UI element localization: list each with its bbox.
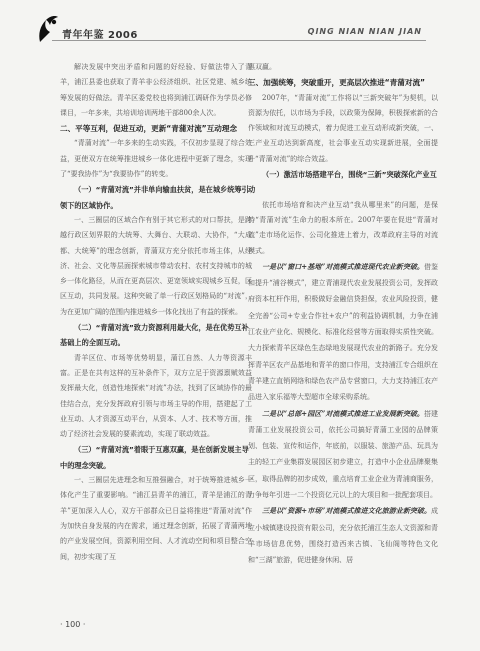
paragraph: 青羊区位、市场等优势明显，蒲江自然、人力等资源丰富。正是在共有这样的互补条件下，双方立足于资源禀赋效益发挥最大化，创造性地探索“对流”办法，找到了区域协作的最佳结合点，充分发挥政府引领与市场主导的作用，搭建起了工业互动、人才资源互动平台，从资本、人才、技术等方面，推动了经济社会发展的要素流动，实现了联动效益。	[60, 353, 252, 439]
list-item-title: 一是以“窗口+基地”对流模式推进现代农业新突破。	[262, 261, 424, 271]
list-item-text: 借鉴和提升“浦谷模式”，建立青浦现代农业发展投资公司，发挥政府资本杠杆作用，积极做好金融信贷担保，农业风险投资，健全完善“公司+专业合作社+农户”的利益协调机制，力争在浦江农业产业化、规模化、标准化经营等方面取得实质性突破。大力探索青羊区绿色生态绿地发展现代农业的新路子。充分发挥青羊区农产品基地和青羊的窗口作用，支持浦江专合组织在青羊建立直销网络和绿色农产品专营窗口，大力支持浦江农产品进入家乐福等大型超市全球采购系统。	[248, 262, 438, 402]
right-column	[248, 60, 438, 569]
page-header	[0, 0, 480, 52]
subsection-heading: （一）“青蒲对流”并非单向输血扶贫，是在城乡统筹引领下的区域协作。	[60, 185, 249, 210]
list-item-title: 二是以“总部+园区”对流模式推进工业发展新突破。	[262, 408, 424, 418]
list-item	[248, 503, 438, 568]
paragraph: 惠双赢。	[248, 63, 276, 71]
left-column	[60, 60, 252, 565]
list-item-text: 搭建青蒲工业发展投资公司，依托公司搞好青蒲工业园的品牌策划、包装、宣传和运作，年底前，以服装、旅游产品、玩具为主的轻工产业集群发展园区初步建立，打造中小企业品牌聚集区，取得品牌的初步成效，重点培育工业企业为青浦商服务，力争每年引进一二个投资亿元以上的大项目和一批配套项目。	[248, 409, 438, 500]
yearbook-title: 青年年鉴 2006	[62, 30, 138, 41]
paragraph: 一、三圈层的区域合作有别于其它形式的对口帮扶，是跨越行政区划界限的大统筹、大舞台、大联动、大协作，“大成都、大统筹”的理念创新，青蒲双方充分依托市场主体，从经济、社会、文化等层面探索城市带动农村、农村支持城市的城乡一体化路径，从而在更高层次、更宽领域实现城乡互促，区区互动，共同发展。这种突破了单一行政区划格局的“对流”，为在更加广阔的范围内推进城乡一体化找出了有益的探索。	[60, 215, 252, 316]
paragraph: 解决发展中突出矛盾和问题的好经验、好做法带入了青羊，浦江县委也获取了青羊非公经济组织、社区党建、城乡统筹发展的好做法。青羊区委党校也将到浦江调研作为学员必修课目，一年多来，共培训培训两地干部800余人次。	[60, 63, 252, 117]
subsection-heading: （二）“青蒲对流”致力资源利用最大化，是在优势互补基础上的全面互动。	[60, 323, 249, 348]
header-divider	[52, 40, 426, 41]
page-number: · 100 ·	[60, 620, 86, 629]
paragraph: 2007年，“青蒲对流”工作将以“三新突破年”为契机，以资源为依托，以市场为手段，以政策为保障，积极探索新的合作领域和对流互动模式，着力促进工业互动形成新突破，一、三产业互动达到新高度，社会事业互动实现新进展，全面提升“青蒲对流”的综合效益。	[248, 93, 438, 163]
paragraph: 一、三圈层先进理念和互推强融合，对于统筹推进城乡一体化产生了重要影响。“浦江县青羊的浦江，青羊是浦江的青羊”更加深入人心，双方干部群众已日益将推进“青蒲对流”作为加快自身发展的内在需求，通过理念创新，拓展了青蒲两地的产业发展空间，资源利用空间、人才流动空间和项目整合空间，初步实现了互	[60, 476, 252, 561]
list-item	[248, 406, 438, 504]
section-heading: 三、加强统筹，突破重开，更高层次推进“青蒲对流”	[248, 78, 426, 88]
paragraph: “青蒲对流”一年多来的生动实践，不仅初步显现了综合效益，更使双方在统筹推进城乡一体化进程中更新了理念，实现了“要我协作”为“我要协作”的转变。	[60, 139, 252, 179]
list-item	[248, 259, 438, 406]
yearbook-title-en: QING NIAN NIAN JIAN	[307, 27, 422, 36]
paragraph: 依托市场培育和决产业互动“我从哪里来”的问题，是保持“青蒲对流”生命力的根本所在。2007年要在促进“青蒲对流”走市场化运作、公司化推进上着力，改革政府主导的对流模式。	[248, 200, 438, 255]
list-item-text: 成立小城镇建设投资有限公司，充分依托浦江生态人文资源和青羊市场信息优势，围绕打造西来古镇、飞仙阁等特色文化和“三湖”旅游，促进健身休闲、居	[248, 507, 438, 565]
list-item-title: 三是以“资源+市场”对流模式推进文化旅游业新突破。	[262, 506, 431, 516]
section-heading: 二、平等互利，促进互动，更新“青蒲对流”互动理念	[60, 124, 238, 134]
subsection-heading: （一）激活市场搭建平台，围绕“三新”突破深化产业互动	[248, 170, 437, 195]
subsection-heading: （三）“青蒲对流”着眼于互惠双赢，是在创新发展主导中的理念突破。	[60, 445, 249, 470]
